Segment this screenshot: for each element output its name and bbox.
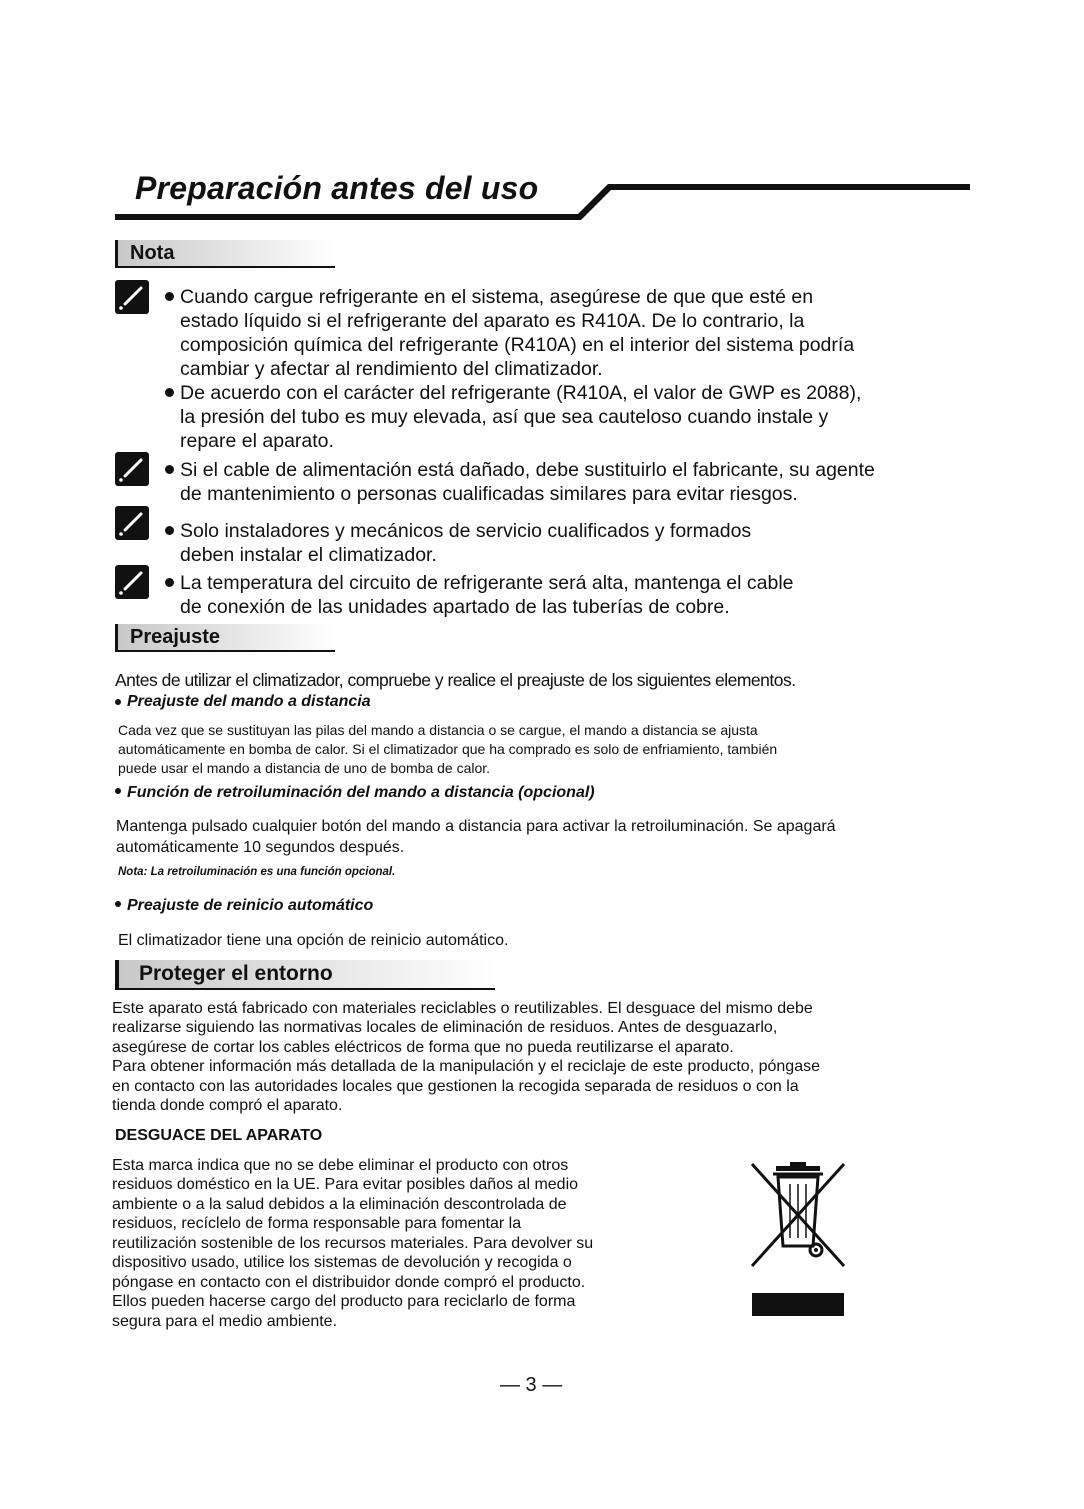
bullet <box>165 526 174 535</box>
pencil-note-icon <box>115 280 149 314</box>
item-3-line-1: El climatizador tiene una opción de reinicio automático. <box>118 932 509 949</box>
proteger-line-2: realizarse siguiendo las normativas locales de eliminación de residuos. Antes de desguazarlo, <box>112 1019 778 1036</box>
note-1-line-4: cambiar y afectar al rendimiento del climatizador. <box>180 358 603 380</box>
pencil-note-icon <box>115 452 149 486</box>
section-title-preajuste: Preajuste <box>130 626 221 648</box>
desguace-line-9: segura para el medio ambiente. <box>112 1313 338 1330</box>
section-header-proteger <box>115 960 495 990</box>
desguace-line-7: póngase en contacto con el distribuidor donde compró el producto. <box>112 1274 586 1291</box>
item-1-line-1: Cada vez que se sustituyan las pilas del mando a distancia o se cargue, el mando a distancia se ajusta <box>118 722 758 738</box>
title-rule <box>0 0 1084 240</box>
desguace-line-3: ambiente o a la salud debidos a la eliminación descontrolada de <box>112 1196 567 1213</box>
section-header-nota <box>115 240 335 268</box>
item-heading-remote: Preajuste del mando a distancia <box>127 693 371 710</box>
note-2-line-2: la presión del tubo es muy elevada, así que sea cauteloso cuando instale y <box>180 406 829 428</box>
note-1-line-1: Cuando cargue refrigerante en el sistema, asegúrese de que que esté en <box>180 286 814 308</box>
section-title-proteger: Proteger el entorno <box>139 962 333 985</box>
section-title-nota: Nota <box>130 242 175 264</box>
desguace-line-4: residuos, recíclelo de forma responsable para fomentar la <box>112 1215 522 1232</box>
desguace-line-5: reutilización sostenible de los recursos materiales. Para devolver su <box>112 1235 594 1252</box>
note-1-line-2: estado líquido si el refrigerante del aparato es R410A. De lo contrario, la <box>180 310 805 332</box>
section-header-preajuste <box>115 624 335 652</box>
bullet <box>165 465 174 474</box>
note-4-line-1: Solo instaladores y mecánicos de servicio cualificados y formados <box>180 520 752 542</box>
pencil-note-icon <box>115 565 149 599</box>
proteger-line-6: tienda donde compró el aparato. <box>112 1097 343 1114</box>
bullet <box>115 788 121 794</box>
desguace-heading: DESGUACE DEL APARATO <box>115 1127 323 1144</box>
proteger-line-1: Este aparato está fabricado con materiales reciclables o reutilizables. El desguace del mismo debe <box>112 1000 813 1017</box>
note-2-line-1: De acuerdo con el carácter del refrigerante (R410A, el valor de GWP es 2088), <box>180 382 862 404</box>
item-heading-restart: Preajuste de reinicio automático <box>127 897 374 914</box>
item-2-note: Nota: La retroiluminación es una función opcional. <box>118 866 396 878</box>
page-number: — 3 — <box>500 1374 563 1396</box>
desguace-line-1: Esta marca indica que no se debe eliminar el producto con otros <box>112 1157 569 1174</box>
proteger-line-4: Para obtener información más detallada de la manipulación y el reciclaje de este producto, póngase <box>112 1058 820 1075</box>
note-3-line-1: Si el cable de alimentación está dañado, debe sustituirlo el fabricante, su agente <box>180 459 875 481</box>
crossed-out-wheelie-bin-icon <box>748 1158 848 1273</box>
item-2-line-1: Mantenga pulsado cualquier botón del mando a distancia para activar la retroiluminación. Se apagará <box>116 818 836 835</box>
pencil-note-icon <box>115 506 149 540</box>
proteger-line-3: asegúrese de cortar los cables eléctricos de forma que no pueda reutilizarse el aparato. <box>112 1039 734 1056</box>
desguace-line-8: Ellos pueden hacerse cargo del producto para reciclarlo de forma <box>112 1293 576 1310</box>
proteger-line-5: en contacto con las autoridades locales que gestionen la recogida separada de residuos o con la <box>112 1078 799 1095</box>
weee-black-bar <box>752 1293 844 1316</box>
bullet <box>165 292 174 301</box>
note-5-line-1: La temperatura del circuito de refrigerante será alta, mantenga el cable <box>180 572 794 594</box>
note-3-line-2: de mantenimiento o personas cualificadas similares para evitar riesgos. <box>180 483 798 505</box>
bullet <box>165 388 174 397</box>
item-1-line-2: automáticamente en bomba de calor. Si el climatizador que ha comprado es solo de enfriamiento, también <box>118 741 778 757</box>
item-1-line-3: puede usar el mando a distancia de uno de bomba de calor. <box>118 760 491 776</box>
page-title: Preparación antes del uso <box>135 170 539 206</box>
note-2-line-3: repare el aparato. <box>180 430 334 452</box>
note-5-line-2: de conexión de las unidades apartado de las tuberías de cobre. <box>180 596 730 618</box>
item-heading-backlight: Función de retroiluminación del mando a distancia (opcional) <box>127 784 595 801</box>
note-1-line-3: composición química del refrigerante (R410A) en el interior del sistema podría <box>180 334 855 356</box>
bullet <box>115 901 121 907</box>
note-4-line-2: deben instalar el climatizador. <box>180 544 437 566</box>
bullet <box>165 578 174 587</box>
desguace-line-2: residuos doméstico en la UE. Para evitar posibles daños al medio <box>112 1176 579 1193</box>
item-2-line-2: automáticamente 10 segundos después. <box>116 839 405 856</box>
preajuste-intro: Antes de utilizar el climatizador, compruebe y realice el preajuste de los siguientes elementos. <box>115 670 796 690</box>
desguace-line-6: dispositivo usado, utilice los sistemas de devolución y recogida o <box>112 1254 572 1271</box>
bullet <box>115 699 121 705</box>
